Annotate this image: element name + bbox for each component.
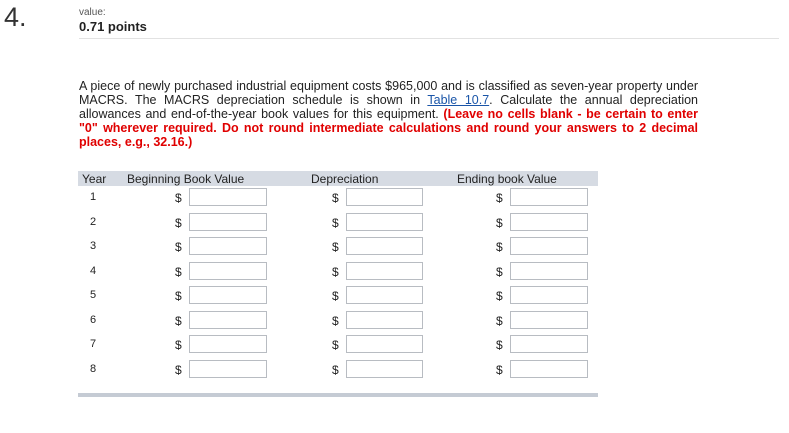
depreciation-input[interactable] [346,360,423,378]
depreciation-input[interactable] [346,188,423,206]
year-cell: 8 [90,362,97,375]
ending-book-value-input[interactable] [510,262,588,280]
table-row [78,358,598,383]
dollar-sign: $ [332,313,339,328]
dollar-sign: $ [332,215,339,230]
dollar-sign: $ [496,191,503,205]
table-header [78,171,598,186]
ending-book-value-input[interactable] [510,335,588,353]
depreciation-input[interactable] [346,311,423,329]
dollar-sign: $ [175,215,182,230]
macrs-table [78,171,598,382]
beginning-book-value-input[interactable] [189,335,267,353]
dollar-sign: $ [332,264,339,279]
ending-book-value-input[interactable] [510,360,588,378]
table-row [78,284,598,309]
depreciation-input[interactable] [346,262,423,280]
year-cell: 5 [90,289,97,301]
header-ending-book-value: Ending book Value [457,172,557,186]
problem-statement [79,79,698,149]
problem-text-after-link: . Calculate the annual depreciation allowances and end-of-the-year book values for this equipment. [79,93,699,121]
header-beginning-book-value: Beginning Book Value [127,172,245,186]
ending-book-value-input[interactable] [510,213,588,231]
dollar-sign: $ [332,338,339,352]
dollar-sign: $ [496,313,503,328]
dollar-sign: $ [175,313,182,328]
table-row [78,333,598,358]
ending-book-value-input[interactable] [510,286,588,304]
table-10-7-link[interactable]: Table 10.7 [427,93,490,107]
dollar-sign: $ [332,191,339,205]
header-year: Year [82,172,107,186]
dollar-sign: $ [175,264,182,279]
year-cell: 3 [90,240,97,252]
beginning-book-value-input[interactable] [189,237,267,255]
dollar-sign: $ [496,362,503,377]
year-cell: 2 [90,215,97,228]
beginning-book-value-input[interactable] [189,262,267,280]
dollar-sign: $ [175,362,182,377]
table-row [78,186,598,211]
dollar-sign: $ [496,264,503,279]
dollar-sign: $ [175,338,182,352]
problem-text-before-link: A piece of newly purchased industrial equipment costs $965,000 and is classified as seven-year property under MACRS. The MACRS depreciation schedule is shown in [79,79,698,107]
table-row [78,235,598,260]
ending-book-value-input[interactable] [510,311,588,329]
depreciation-input[interactable] [346,286,423,304]
beginning-book-value-input[interactable] [189,286,267,304]
ending-book-value-input[interactable] [510,188,588,206]
beginning-book-value-input[interactable] [189,360,267,378]
depreciation-input[interactable] [346,213,423,231]
table-row [78,260,598,285]
year-cell: 1 [90,191,97,203]
header-depreciation: Depreciation [311,172,379,186]
dollar-sign: $ [175,289,182,303]
dollar-sign: $ [175,191,182,205]
depreciation-input[interactable] [346,237,423,255]
dollar-sign: $ [496,289,503,303]
beginning-book-value-input[interactable] [189,311,267,329]
dollar-sign: $ [496,338,503,352]
header-divider [79,38,779,39]
beginning-book-value-input[interactable] [189,213,267,231]
dollar-sign: $ [332,362,339,377]
table-bottom-bar [78,393,598,397]
ending-book-value-input[interactable] [510,237,588,255]
year-cell: 6 [90,313,97,326]
table-row [78,309,598,334]
question-number: 4. [4,2,27,32]
problem-warning: (Leave no cells blank - be certain to enter "0" wherever required. Do not round intermediate calculations and round your answers to 2 decimal places, e.g., 32.16.) [79,107,698,149]
dollar-sign: $ [175,240,182,254]
dollar-sign: $ [496,215,503,230]
table-body [78,186,598,382]
dollar-sign: $ [332,240,339,254]
table-row [78,211,598,236]
dollar-sign: $ [496,240,503,254]
question-points: 0.71 points [79,19,147,34]
year-cell: 7 [90,338,97,350]
year-cell: 4 [90,264,97,277]
beginning-book-value-input[interactable] [189,188,267,206]
depreciation-input[interactable] [346,335,423,353]
value-label: value: [79,7,106,18]
dollar-sign: $ [332,289,339,303]
